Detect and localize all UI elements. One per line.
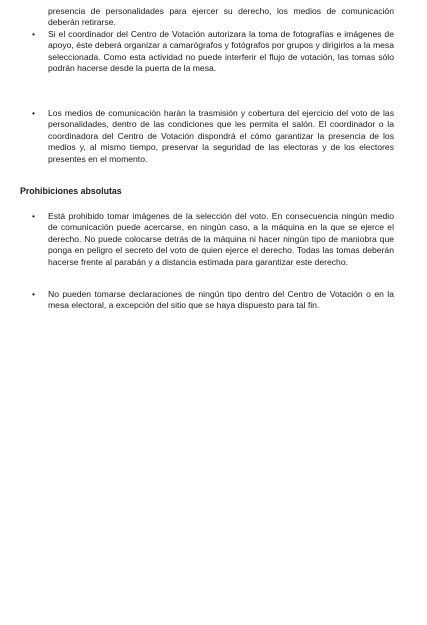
list-item-text: No pueden tomarse declaraciones de ningún tipo dentro del Centro de Votación o en la mesa electoral, a excepción del sitio que se haya dispuesto para tal fin. <box>48 289 394 311</box>
list-item-text: Los medios de comunicación harán la trasmisión y cobertura del ejercicio del voto de las personalidades, dentro de las condiciones que les permita el salón. El coordinador o la coordinadora del Centro de Votación dispondrá el cómo garantizar la presencia de los medios y, al mismo tiempo, preservar la seguridad de las electoras y de los electores presentes en el momento. <box>48 108 394 164</box>
bullet-icon: • <box>32 211 36 221</box>
bullet-icon: • <box>32 29 36 39</box>
bullet-icon: • <box>32 108 36 118</box>
bullet-icon: • <box>32 289 36 299</box>
list-item-text: Está prohibido tomar imágenes de la selección del voto. En consecuencia ningún medio de comunicación puede acercarse, en ningún caso, a la máquina en la que se ejerce el derecho. No puede colocarse detrás de la máquina ni hacer ningún tipo de maniobra que ponga en peligro el secreto del voto de quien ejerce el derecho. Todas las tomas deberán hacerse frente al parabán y a distancia estimada para garantizar este derecho. <box>48 211 394 267</box>
section-heading: Prohibiciones absolutas <box>20 186 122 196</box>
list-item-text: Si el coordinador del Centro de Votación autorizara la toma de fotografías e imágenes de apoyo, éste deberá organizar a camarógrafos y fotógrafos por grupos y dirigirlos a la mesa seleccionada. Como esta actividad no puede interferir el flujo de votación, las tomas sólo podrán hacerse desde la puerta de la mesa. <box>48 29 394 74</box>
continuation-paragraph: presencia de personalidades para ejercer su derecho, los medios de comunicación deberán retirarse. <box>48 6 394 28</box>
